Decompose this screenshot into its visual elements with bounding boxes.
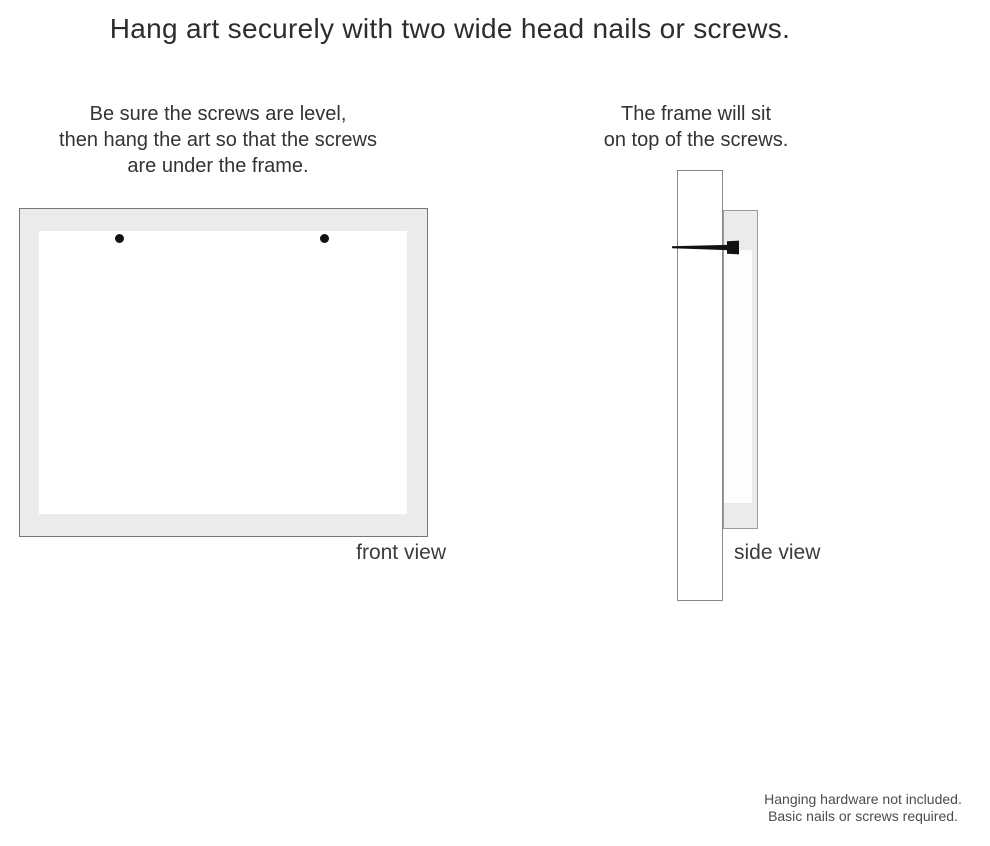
side-instruction-line-2: on top of the screws.	[603, 129, 789, 151]
side-view-artwork-area	[724, 250, 752, 503]
footnote-line-1: Hanging hardware not included.	[764, 791, 962, 807]
front-view-label: front view	[356, 541, 446, 564]
front-instruction-line-2: then hang the art so that the screws	[59, 129, 377, 151]
footnote-line-2: Basic nails or screws required.	[768, 808, 958, 824]
front-view-artwork-area	[39, 231, 407, 514]
screw-dot-right	[320, 234, 329, 243]
front-view-frame-diagram	[19, 208, 428, 537]
side-view-instruction	[571, 101, 821, 153]
nail-shaft	[672, 245, 727, 250]
front-view-instruction	[38, 101, 398, 179]
front-instruction-line-3: are under the frame.	[127, 155, 309, 177]
hardware-footnote	[748, 791, 978, 825]
nail-head	[727, 241, 739, 255]
front-instruction-line-1: Be sure the screws are level,	[89, 103, 347, 125]
side-view-wall	[677, 170, 723, 601]
screw-dot-left	[115, 234, 124, 243]
page-title: Hang art securely with two wide head nails or screws.	[109, 13, 791, 44]
side-instruction-line-1: The frame will sit	[620, 103, 772, 125]
nail-icon	[670, 238, 745, 258]
side-view-label: side view	[734, 541, 821, 564]
